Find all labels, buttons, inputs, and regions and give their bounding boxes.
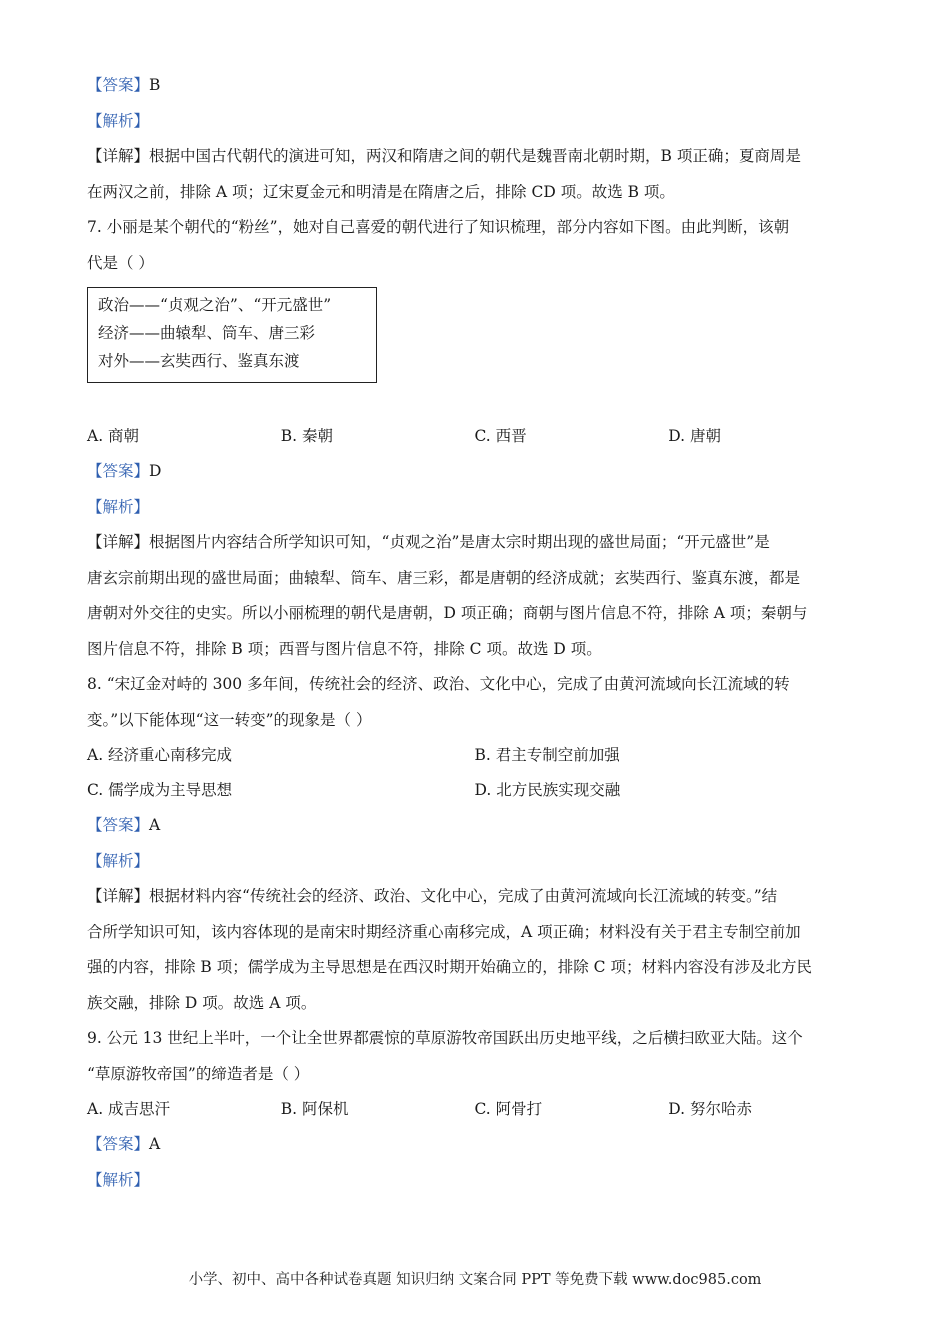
q7-options <box>87 419 862 454</box>
q9-answer: 【答案】A <box>87 1135 161 1153</box>
option-d: D. 唐朝 <box>668 427 721 445</box>
option-d: D. 北方民族实现交融 <box>474 781 621 799</box>
q9-stem-line-2: “草原游牧帝国”的缔造者是（ ） <box>87 1064 310 1083</box>
option-b: B. 阿保机 <box>280 1100 349 1118</box>
box-economy: 经济——曲辕犁、筒车、唐三彩 <box>98 324 316 342</box>
option-b: B. 君主专制空前加强 <box>474 746 620 764</box>
q6-detail-line-1: 【详解】根据中国古代朝代的演进可知，两汉和隋唐之间的朝代是魏晋南北朝时期，B 项正确；夏商周是 <box>87 147 801 165</box>
q7-detail-line-4: 图片信息不符，排除 B 项；西晋与图片信息不符，排除 C 项。故选 D 项。 <box>87 639 602 658</box>
document-body <box>87 68 862 1198</box>
q9-stem-line-1: 9. 公元 13 世纪上半叶，一个让全世界都震惊的草原游牧帝国跃出历史地平线，之后横扫欧亚大陆。这个 <box>87 1029 803 1047</box>
q7-stem-line-2: 代是（ ） <box>87 253 154 272</box>
q8-options-row-1 <box>87 738 862 773</box>
page-footer: 小学、初中、高中各种试卷真题 知识归纳 文案合同 PPT 等免费下载 www.doc985.com <box>188 1272 762 1288</box>
q6-detail-line-2: 在两汉之前，排除 A 项；辽宋夏金元和明清是在隋唐之后，排除 CD 项。故选 B 项。 <box>87 182 675 201</box>
option-c: C. 儒学成为主导思想 <box>87 781 233 799</box>
q8-detail-line-2: 合所学知识可知，该内容体现的是南宋时期经济重心南移完成，A 项正确；材料没有关于君主专制空前加 <box>87 922 801 941</box>
q8-stem-line-2: 变。”以下能体现“这一转变”的现象是（ ） <box>87 710 372 729</box>
q7-stem-line-1: 7. 小丽是某个朝代的“粉丝”，她对自己喜爱的朝代进行了知识梳理，部分内容如下图。由此判断，该朝 <box>87 218 790 236</box>
q7-answer: 【答案】D <box>87 462 162 480</box>
q8-stem-line-1: 8. “宋辽金对峙的 300 多年间，传统社会的经济、政治、文化中心，完成了由黄河流域向长江流域的转 <box>87 675 790 693</box>
q7-detail-line-3: 唐朝对外交往的史实。所以小丽梳理的朝代是唐朝，D 项正确；商朝与图片信息不符，排除 A 项；秦朝与 <box>87 604 808 622</box>
option-a: A. 经济重心南移完成 <box>87 746 233 764</box>
q8-detail-line-4: 族交融，排除 D 项。故选 A 项。 <box>87 993 317 1012</box>
q9-options <box>87 1092 862 1127</box>
q7-detail-line-2: 唐玄宗前期出现的盛世局面；曲辕犁、筒车、唐三彩，都是唐朝的经济成就；玄奘西行、鉴真东渡，都是 <box>87 568 801 587</box>
option-c: C. 阿骨打 <box>474 1100 543 1118</box>
q7-knowledge-box <box>87 287 377 383</box>
box-politics: 政治——“贞观之治”、“开元盛世” <box>98 296 332 314</box>
q8-detail-line-3: 强的内容，排除 B 项；儒学成为主导思想是在西汉时期开始确立的，排除 C 项；材料内容没有涉及北方民 <box>87 958 812 976</box>
answer-value: B <box>149 76 161 94</box>
option-a: A. 成吉思汗 <box>87 1100 171 1118</box>
option-b: B. 秦朝 <box>280 427 333 445</box>
q8-options-row-2 <box>87 773 862 808</box>
q7-analysis-tag: 【解析】 <box>87 497 150 516</box>
option-c: C. 西晋 <box>474 427 527 445</box>
q8-detail-line-1: 【详解】根据材料内容“传统社会的经济、政治、文化中心，完成了由黄河流域向长江流域的转变。”结 <box>87 887 778 905</box>
q6-answer <box>87 68 862 104</box>
q6-analysis-tag: 【解析】 <box>87 111 150 130</box>
option-a: A. 商朝 <box>87 427 140 445</box>
answer-tag: 【答案】 <box>87 76 150 94</box>
q9-analysis-tag: 【解析】 <box>87 1170 150 1189</box>
q8-analysis-tag: 【解析】 <box>87 851 150 870</box>
q7-detail-line-1: 【详解】根据图片内容结合所学知识可知，“贞观之治”是唐太宗时期出现的盛世局面；“开元盛世”是 <box>87 533 770 551</box>
detail-tag: 【详解】 <box>87 147 150 165</box>
box-foreign: 对外——玄奘西行、鉴真东渡 <box>98 352 300 370</box>
q8-answer: 【答案】A <box>87 816 161 834</box>
option-d: D. 努尔哈赤 <box>668 1100 752 1118</box>
